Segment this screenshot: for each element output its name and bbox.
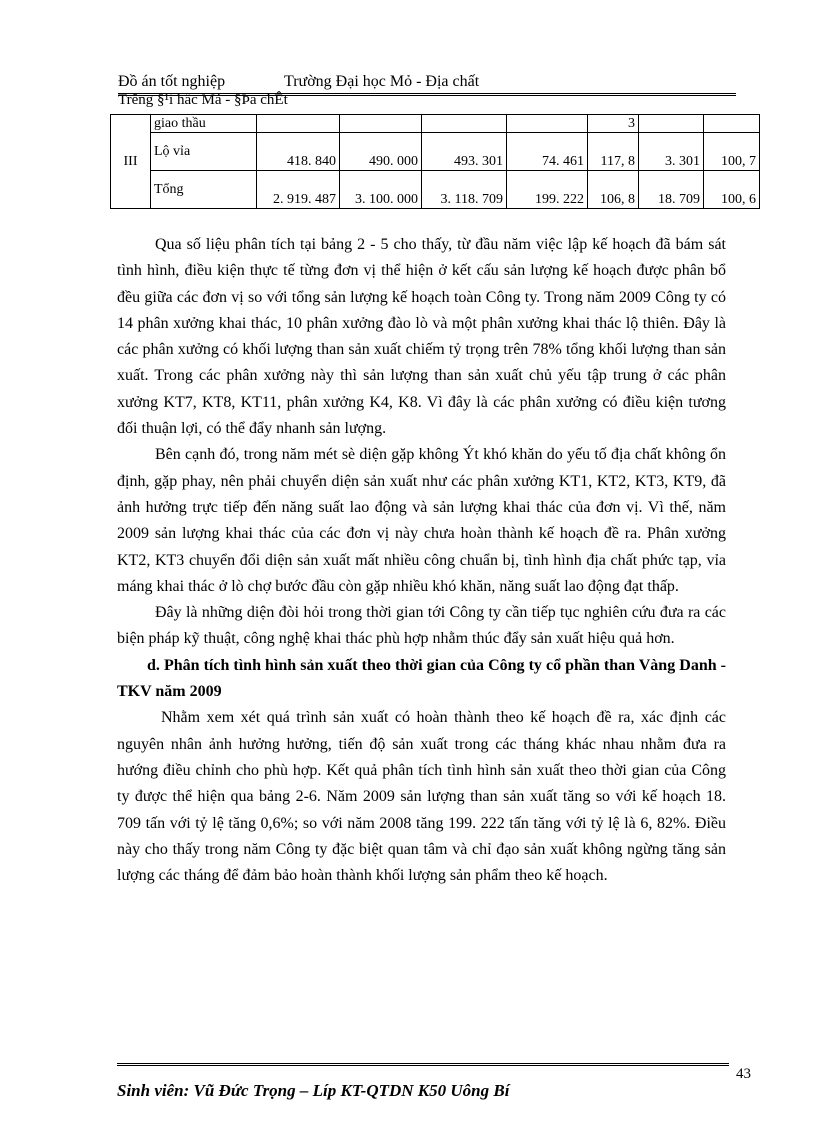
table-cell: 3 [588, 115, 639, 133]
table-cell: 490. 000 [340, 133, 422, 171]
garbled-header: Trêng §¹i häc Má - §Þa chÊt [118, 92, 288, 108]
table-cell: 100, 6 [704, 171, 760, 209]
table-cell [422, 115, 507, 133]
production-table [110, 114, 760, 209]
row-label: Lộ vỉa [151, 133, 257, 171]
section-heading: d. Phân tích tình hình sản xuất theo thời gian của Công ty cổ phần than Vàng Danh - TKV năm 2009 [117, 656, 726, 701]
table-row [111, 133, 760, 171]
table-cell: 2. 919. 487 [257, 171, 340, 209]
table-cell: 106, 8 [588, 171, 639, 209]
table-cell: 199. 222 [507, 171, 588, 209]
page-number: 43 [736, 1066, 751, 1082]
footer-text: Sinh viên: Vũ Đức Trọng – Líp KT-QTDN K50 Uông Bí [117, 1081, 510, 1100]
table-cell: 117, 8 [588, 133, 639, 171]
page-header [118, 73, 736, 91]
row-label: giao thầu [151, 115, 257, 133]
table-cell: 74. 461 [507, 133, 588, 171]
table-row [111, 171, 760, 209]
group-cell: III [111, 115, 151, 209]
table-row [111, 115, 760, 133]
paragraph: Bên cạnh đó, trong năm mét sè diện gặp không Ýt khó khăn do yếu tố địa chất không ổn định, gặp phay, nên phải chuyển diện sản xuất như các phân xưởng KT1, KT2, KT3, KT9, đã ảnh hưởng trực tiếp đến năng suất lao động và sản lượng khai thác của đơn vị. Vì thế, năm 2009 sản lượng khai thác của các đơn vị này chưa hoàn thành kế hoạch đề ra. Phân xưởng KT2, KT3 chuyển đổi diện sản xuất mất nhiều công chuẩn bị, tình hình địa chất phức tạp, vỉa máng khai thác ở lò chợ bước đầu còn gặp nhiều khó khăn, năng suất lao động đạt thấp. [117, 446, 726, 595]
thesis-title: Đồ án tốt nghiệp [118, 73, 226, 90]
table-cell: 418. 840 [257, 133, 340, 171]
paragraph: Đây là những diện đòi hỏi trong thời gian tới Công ty cần tiếp tục nghiên cứu đưa ra các biện pháp kỹ thuật, công nghệ khai thác phù hợp nhằm thúc đẩy sản xuất hiệu quả hơn. [117, 604, 726, 648]
table-cell [340, 115, 422, 133]
footer-rule [117, 1063, 729, 1066]
table-cell [704, 115, 760, 133]
body-text [117, 232, 726, 889]
paragraph: Nhằm xem xét quá trình sản xuất có hoàn thành theo kế hoạch đề ra, xác định các nguyên nhân ảnh hưởng hưởng, tiến độ sản xuất trong các tháng khác nhau nhằm đưa ra hướng điều chỉnh cho phù hợp. Kết quả phân tích tình hình sản xuất theo thời gian của Công ty được thể hiện qua bảng 2-6. Năm 2009 sản lượng than sản xuất tăng so với kế hoạch 18. 709 tấn với tỷ lệ tăng 0,6%; so với năm 2008 tăng 199. 222 tấn tăng với tỷ lệ là 6, 82%. Điều này cho thấy trong năm Công ty đặc biệt quan tâm và chỉ đạo sản xuất không ngừng tăng sản lượng các tháng để đảm bảo hoàn thành khối lượng sản phẩm theo kế hoạch. [117, 709, 726, 885]
table-cell [257, 115, 340, 133]
row-label: Tổng [151, 171, 257, 209]
table-cell: 3. 100. 000 [340, 171, 422, 209]
table-cell [639, 115, 704, 133]
table-cell: 3. 301 [639, 133, 704, 171]
table-cell: 100, 7 [704, 133, 760, 171]
table-cell: 3. 118. 709 [422, 171, 507, 209]
table-cell: 493. 301 [422, 133, 507, 171]
table-cell: 18. 709 [639, 171, 704, 209]
paragraph: Qua số liệu phân tích tại bảng 2 - 5 cho thấy, từ đầu năm việc lập kế hoạch đã bám sát tình hình, điều kiện thực tế từng đơn vị thể hiện ở kết cấu sản lượng kế hoạch được phân bổ đều giữa các đơn vị so với tổng sản lượng kế hoạch toàn Công ty. Trong năm 2009 Công ty có 14 phân xưởng khai thác, 10 phân xưởng đào lò và một phân xưởng khai thác lộ thiên. Đây là các phân xưởng có khối lượng than sản xuất chiếm tỷ trọng trên 78% tổng khối lượng than sản xuất. Trong các phân xưởng này thì sản lượng than sản xuất chủ yếu tập trung ở các phân xưởng KT7, KT8, KT11, phân xưởng K4, K8. Vì đây là các phân xưởng có điều kiện tương đối thuận lợi, có thể đẩy nhanh sản lượng. [117, 236, 726, 438]
university-name: Trường Đại học Mỏ - Địa chất [284, 73, 480, 90]
table-cell [507, 115, 588, 133]
